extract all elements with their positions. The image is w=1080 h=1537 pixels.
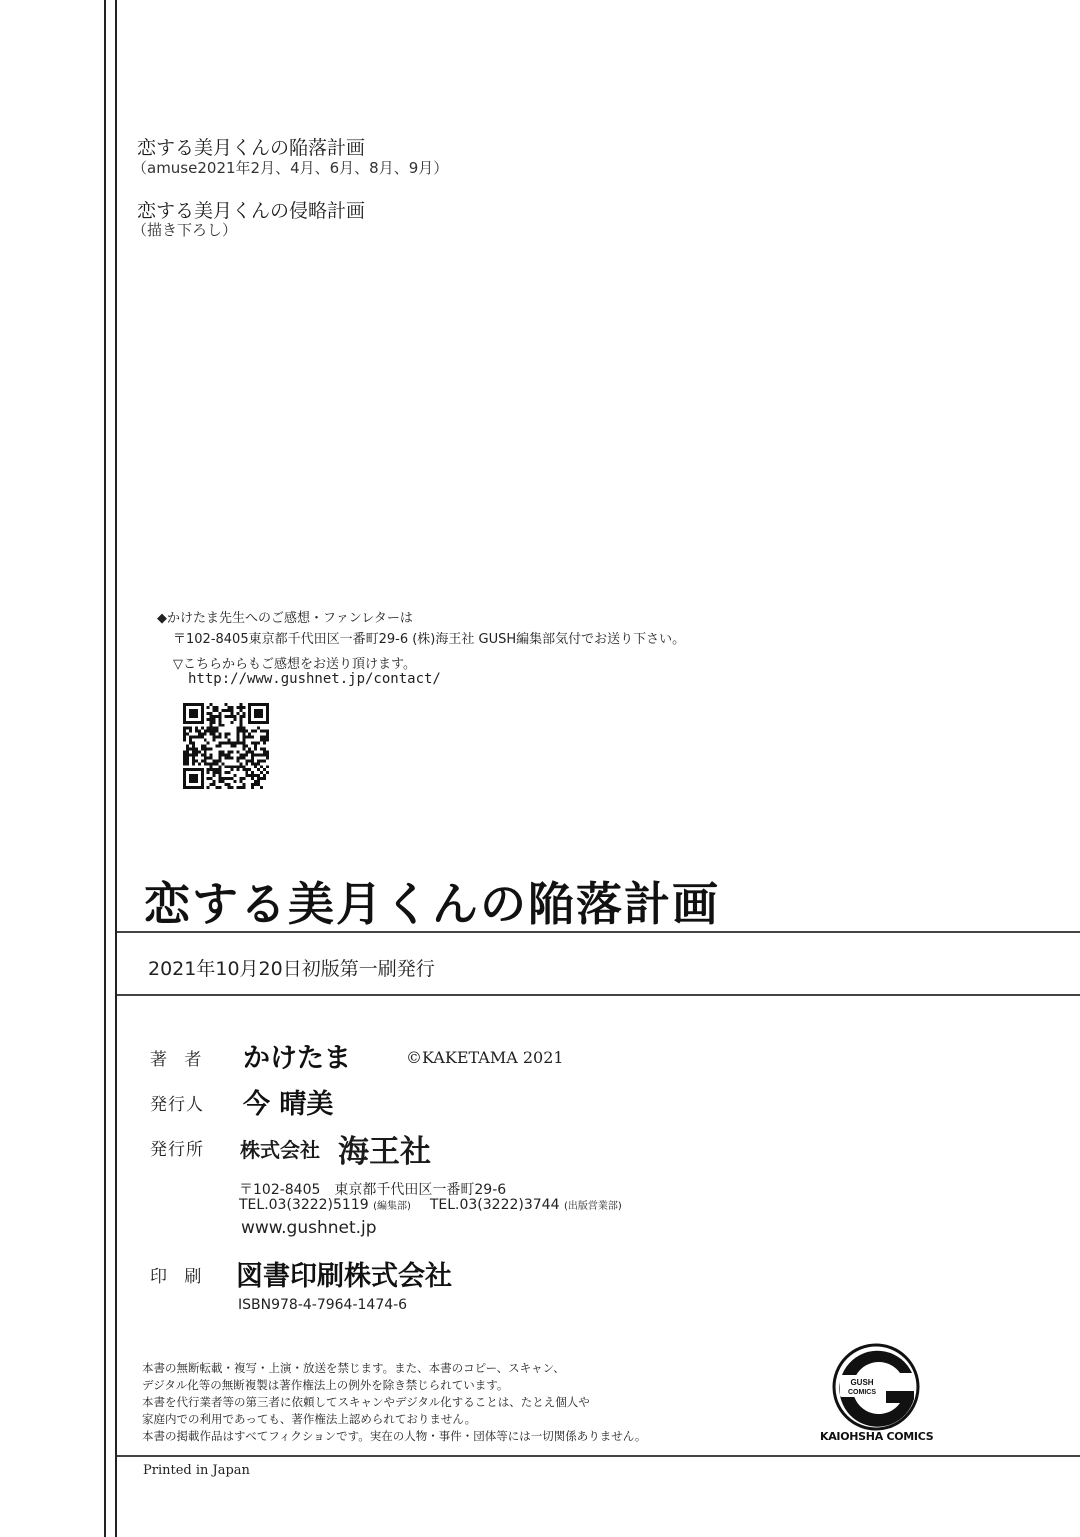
publisher-person-label: 発行人 — [150, 1095, 204, 1115]
publisher-prefix: 株式会社 — [240, 1138, 320, 1162]
tel-editorial-note: (編集部) — [373, 1201, 411, 1212]
publisher-name: 海王社 — [338, 1134, 431, 1170]
publisher-address: 〒102-8405 東京都千代田区一番町29-6 — [239, 1182, 507, 1198]
legal-line-4: 家庭内での利用であっても、著作権法上認められておりません。 — [142, 1412, 477, 1426]
divider-top — [117, 931, 1080, 933]
legal-line-1: 本書の無断転載・複写・上演・放送を禁じます。また、本書のコピー、スキャン、 — [142, 1361, 565, 1375]
work-title-2: 恋する美月くんの侵略計画 — [137, 200, 366, 222]
tel-sales-note: (出版営業部) — [563, 1201, 622, 1212]
website-link[interactable]: www.gushnet.jp — [241, 1218, 377, 1238]
legal-line-3: 本書を代行業者等の第三者に依頼してスキャンやデジタル化することは、たとえ個人や — [142, 1395, 590, 1409]
logo-caption: KAIOHSHA COMICS — [820, 1430, 934, 1443]
edition-date: 2021年10月20日初版第一刷発行 — [148, 958, 435, 980]
legal-line-2: デジタル化等の無断複製は著作権法上の例外を除き禁じられています。 — [142, 1378, 509, 1392]
qr-code-icon[interactable] — [183, 703, 269, 789]
divider-middle — [117, 994, 1080, 996]
logo-bottom-text: COMICS — [848, 1389, 876, 1396]
author-name: かけたま — [243, 1043, 351, 1074]
legal-line-5: 本書の掲載作品はすべてフィクションです。実在の人物・事件・団体等には一切関係ありません。 — [142, 1429, 647, 1443]
logo-top-text: GUSH — [850, 1378, 874, 1387]
isbn: ISBN978-4-7964-1474-6 — [238, 1297, 408, 1313]
fan-letter-address: 〒102-8405東京都千代田区一番町29-6 (株)海王社 GUSH編集部気付でお送り下さい。 — [173, 632, 686, 647]
margin-line-inner — [115, 0, 117, 1537]
fan-letter-heading: ◆かけたま先生へのご感想・ファンレターは — [157, 611, 413, 626]
work-note-1: （amuse2021年2月、4月、6月、8月、9月） — [132, 159, 449, 177]
publisher-person: 今 晴美 — [243, 1089, 334, 1120]
gush-comics-logo-icon — [826, 1343, 936, 1443]
publisher-label: 発行所 — [150, 1140, 204, 1160]
contact-url-link[interactable]: http://www.gushnet.jp/contact/ — [188, 671, 441, 687]
work-note-2: （描き下ろし） — [132, 221, 238, 239]
printer-name: 図書印刷株式会社 — [236, 1261, 452, 1292]
fan-letter-online-note: ▽こちらからもご感想をお送り頂けます。 — [173, 657, 416, 672]
printed-in: Printed in Japan — [143, 1463, 250, 1478]
tel-sales: TEL.03(3222)3744 — [429, 1197, 560, 1213]
divider-bottom — [117, 1455, 1080, 1457]
copyright-notice: ©KAKETAMA 2021 — [406, 1048, 564, 1067]
work-title-1: 恋する美月くんの陥落計画 — [137, 137, 366, 159]
book-title: 恋する美月くんの陥落計画 — [144, 877, 720, 931]
telephone-line — [239, 1197, 622, 1213]
tel-editorial: TEL.03(3222)5119 — [239, 1197, 369, 1213]
author-label: 著 者 — [150, 1050, 208, 1070]
margin-line-outer — [104, 0, 106, 1537]
printer-label: 印 刷 — [150, 1267, 208, 1287]
